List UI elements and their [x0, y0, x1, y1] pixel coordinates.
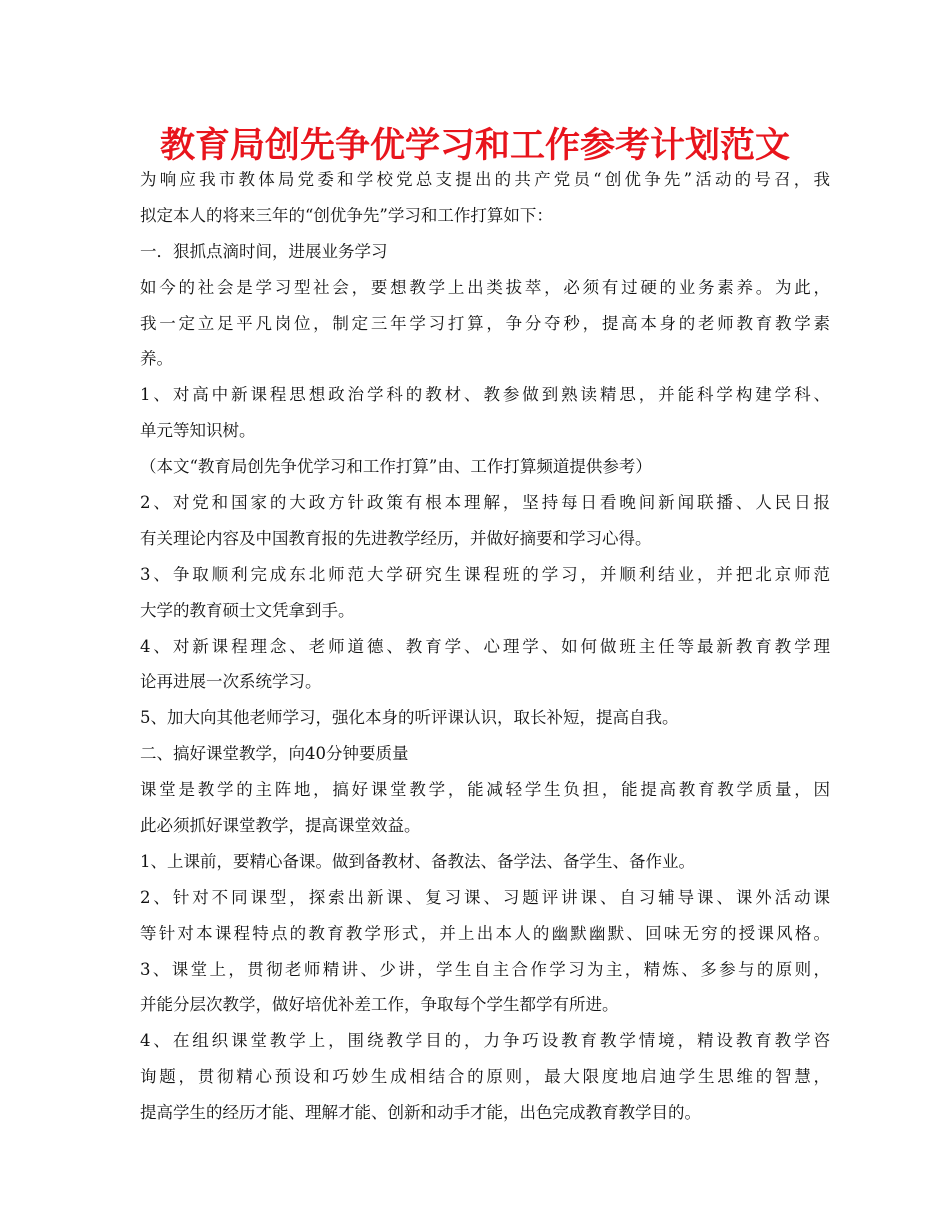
text-line: 3、争取顺利完成东北师范大学研究生课程班的学习，并顺利结业，并把北京师范: [140, 564, 830, 584]
text-line: 等针对本课程特点的教育教学形式，并上出本人的幽默幽默、回味无穷的授课风格。: [140, 923, 830, 943]
text-line: 一．狠抓点滴时间，进展业务学习: [140, 241, 388, 261]
text-line: 课堂是教学的主阵地，搞好课堂教学，能减轻学生负担，能提高教育教学质量，因: [140, 780, 830, 800]
text-line: 3、课堂上，贯彻老师精讲、少讲，学生自主合作学习为主，精炼、多参与的原则，: [140, 959, 830, 979]
text-line: 为响应我市教体局党委和学校党总支提出的共产党员“创优争先”活动的号召，我: [140, 170, 830, 189]
text-line: 拟定本人的将来三年的“创优争先”学习和工作打算如下：: [140, 205, 553, 225]
text-line: 4、对新课程理念、老师道德、教育学、心理学、如何做班主任等最新教育教学理: [140, 636, 830, 656]
text-line: 4、在组织课堂教学上，围绕教学目的，力争巧设教育教学情境，精设教育教学咨: [140, 1031, 830, 1051]
text-line: 论再进展一次系统学习。: [140, 672, 322, 692]
text-line: 此必须抓好课堂教学，提高课堂效益。: [140, 816, 421, 836]
text-line: 有关理论内容及中国教育报的先进教学经历，并做好摘要和学习心得。: [140, 528, 652, 548]
text-line: 如今的社会是学习型社会，要想教学上出类拔萃，必须有过硬的业务素养。为此，: [140, 277, 830, 297]
text-line: 大学的教育硕士文凭拿到手。: [140, 600, 355, 620]
text-line: 我一定立足平凡岗位，制定三年学习打算，争分夺秒，提高本身的老师教育教学素: [140, 313, 830, 333]
text-line: （本文“教育局创先争优学习和工作打算”由、工作打算频道提供参考）: [140, 457, 652, 477]
text-line: 1、对高中新课程思想政治学科的教材、教参做到熟读精思，并能科学构建学科、: [140, 385, 830, 405]
document-title: 教育局创先争优学习和工作参考计划范文: [159, 126, 790, 166]
text-line: 询题，贯彻精心预设和巧妙生成相结合的原则，最大限度地启迪学生思维的智慧，: [140, 1067, 830, 1087]
text-line: 养。: [140, 349, 173, 369]
text-line: 5、加大向其他老师学习，强化本身的听评课认识，取长补短，提高自我。: [140, 708, 679, 728]
text-line: 提高学生的经历才能、理解才能、创新和动手才能，出色完成教育教学目的。: [140, 1103, 701, 1123]
text-line: 单元等知识树。: [140, 421, 256, 441]
text-line: 2、对党和国家的大政方针政策有根本理解，坚持每日看晚间新闻联播、人民日报: [140, 493, 830, 513]
text-line: 并能分层次教学，做好培优补差工作，争取每个学生都学有所进。: [140, 995, 619, 1015]
text-line: 二、搞好课堂教学，向40分钟要质量: [140, 744, 409, 764]
text-line: 2、针对不同课型，探索出新课、复习课、习题评讲课、自习辅导课、课外活动课: [140, 887, 830, 907]
document-body: [140, 162, 830, 1131]
text-line: 1、上课前，要精心备课。做到备教材、备教法、备学法、备学生、备作业。: [140, 851, 695, 871]
